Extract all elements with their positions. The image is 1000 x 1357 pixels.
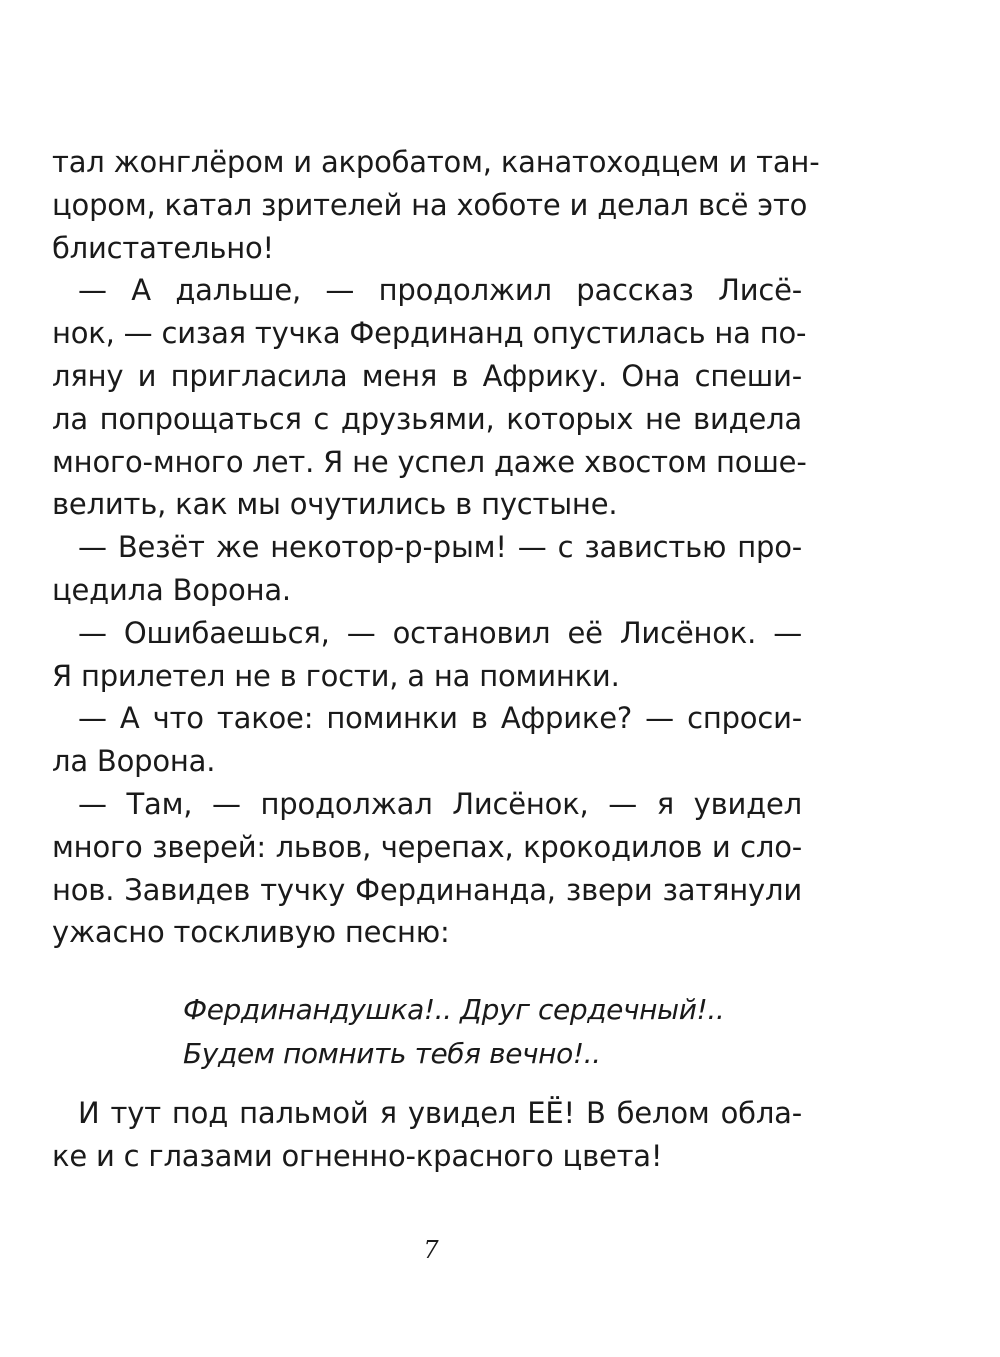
text-line: тал жонглёром и акробатом, канатоходцем и тан-	[52, 145, 820, 179]
text-line: ужасно тоскливую песню:	[52, 915, 450, 950]
closing-text	[52, 1092, 802, 1178]
text-line: ла Ворона.	[52, 744, 216, 779]
text-line: велить, как мы очутились в пустыне.	[52, 487, 618, 522]
text-line: цором, катал зрителей на хоботе и делал всё это	[52, 187, 808, 222]
text-line: — А что такое: поминки в Африке? — спроси-	[78, 701, 802, 736]
text-line: цедила Ворона.	[52, 572, 291, 607]
text-line: ляну и пригласила меня в Африку. Она спеши-	[52, 358, 802, 393]
main-text	[52, 141, 820, 954]
text-line: — А дальше, — продолжил рассказ Лисё-	[78, 273, 802, 308]
text-line: Я прилетел не в гости, а на поминки.	[52, 658, 620, 693]
page-number: 7	[423, 1236, 439, 1264]
text-line: нок, — сизая тучка Фердинанд опустилась на по-	[52, 316, 807, 351]
text-line: ке и с глазами огненно-красного цвета!	[52, 1138, 663, 1173]
text-line: И тут под пальмой я увидел ЕЁ! В белом обла-	[78, 1096, 802, 1130]
poem-line: Фердинандушка!.. Друг сердечный!..	[183, 993, 725, 1026]
text-line: — Там, — продолжал Лисёнок, — я увидел	[78, 786, 802, 821]
poem-line: Будем помнить тебя вечно!..	[183, 1037, 601, 1070]
poem-verse	[183, 988, 783, 1076]
text-line: — Ошибаешься, — остановил её Лисёнок. —	[78, 615, 802, 650]
text-line: много-много лет. Я не успел даже хвостом поше-	[52, 444, 807, 479]
text-line: много зверей: львов, черепах, крокодилов и сло-	[52, 829, 802, 864]
text-line: ла попрощаться с друзьями, которых не видела	[52, 401, 802, 436]
text-line: нов. Завидев тучку Фердинанда, звери затянули	[52, 872, 802, 907]
text-line: — Везёт же некотор-р-рым! — с завистью про-	[78, 530, 802, 565]
text-line: блистательно!	[52, 230, 274, 265]
